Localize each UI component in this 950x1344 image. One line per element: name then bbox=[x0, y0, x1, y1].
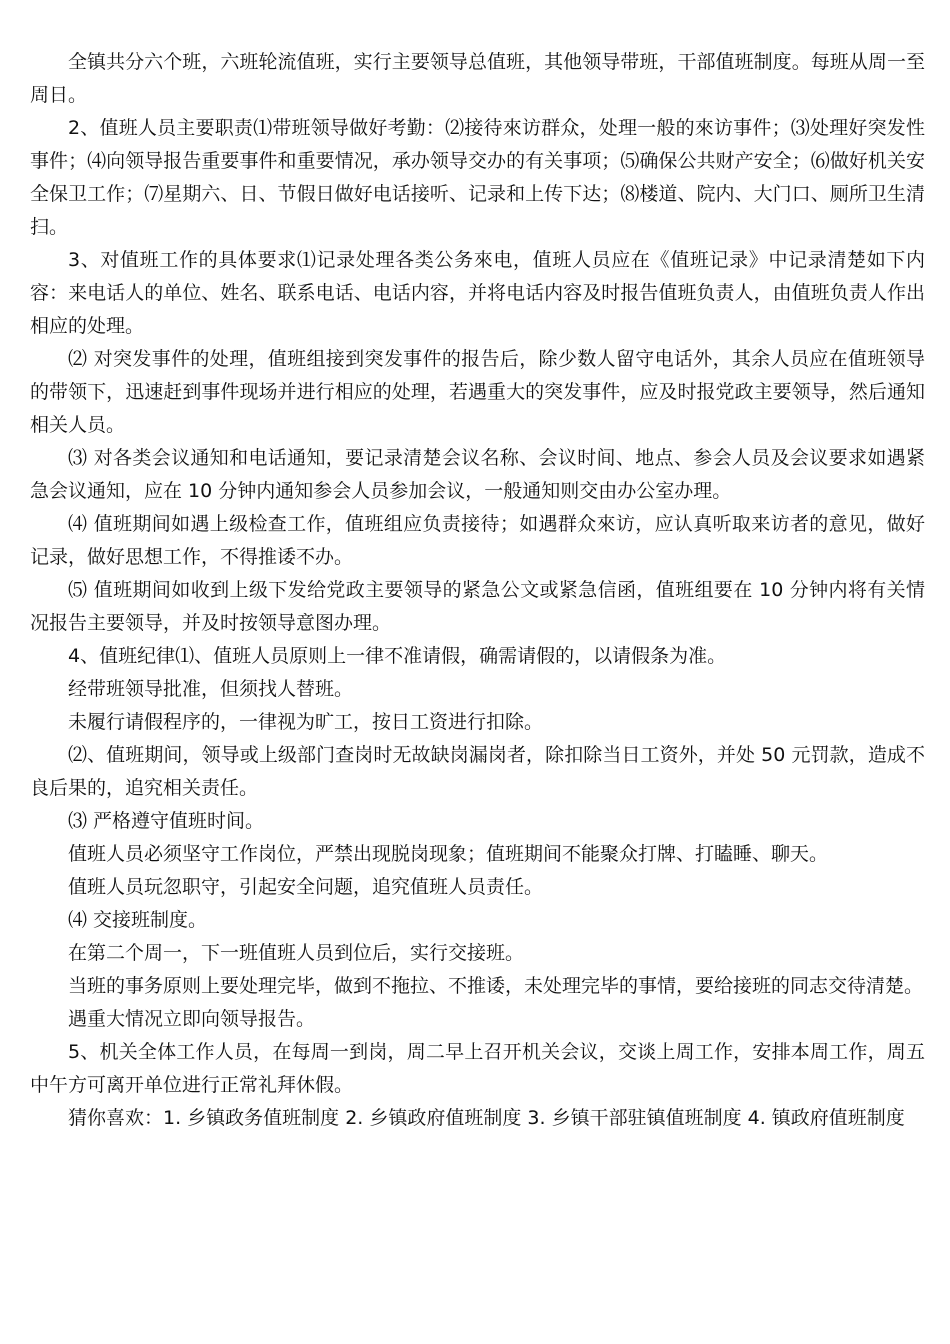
paragraph-12: ⑶ 严格遵守值班时间。 bbox=[68, 810, 265, 832]
paragraph-7: ⑸ 值班期间如收到上级下发给党政主要领导的紧急公文或紧急信函，值班组要在 10 分钟内将有关情况报告主要领导，并及时按领导意图办理。 bbox=[30, 579, 925, 634]
paragraph-15: ⑷ 交接班制度。 bbox=[68, 909, 208, 931]
paragraph-3: 3、对值班工作的具体要求⑴记录处理各类公务來电，值班人员应在《值班记录》中记录清楚如下内容：来电话人的单位、姓名、联系电话、电话内容，并将电话内容及时报告值班负责人，由值班负责人作出相应的处理。 bbox=[30, 249, 925, 337]
paragraph-6: ⑷ 值班期间如遇上级检查工作，值班组应负责接待；如遇群众來访，应认真听取来访者的意见，做好记录，做好思想工作，不得推诿不办。 bbox=[30, 513, 925, 568]
related-links: 猜你喜欢：1. 乡镇政务值班制度 2. 乡镇政府值班制度 3. 乡镇干部驻镇值班制度 4. 镇政府值班制度 bbox=[68, 1107, 905, 1129]
paragraph-17: 当班的事务原则上要处理完毕，做到不拖拉、不推诿，未处理完毕的事情，要给接班的同志交待清楚。 bbox=[68, 975, 924, 997]
paragraph-9: 经带班领导批准，但须找人替班。 bbox=[68, 678, 354, 700]
paragraph-16: 在第二个周一，下一班值班人员到位后，实行交接班。 bbox=[68, 942, 525, 964]
paragraph-19: 5、机关全体工作人员，在每周一到岗，周二早上召开机关会议，交谈上周工作，安排本周工作，周五中午方可离开单位进行正常礼拜休假。 bbox=[30, 1041, 925, 1096]
paragraph-1: 全镇共分六个班，六班轮流值班，实行主要领导总值班，其他领导带班，干部值班制度。每班从周一至周日。 bbox=[30, 51, 925, 106]
paragraph-2: 2、值班人员主要职责⑴带班领导做好考勤：⑵接待來访群众，处理一般的來访事件；⑶处理好突发性事件；⑷向领导报告重要事件和重要情况，承办领导交办的有关事项；⑸确保公共财产安全；⑹做好机关安全保卫工作；⑺星期六、日、节假日做好电话接听、记录和上传下达；⑻楼道、院内、大门口、厕所卫生清扫。 bbox=[30, 117, 925, 238]
document-body bbox=[30, 46, 925, 1135]
paragraph-11: ⑵、值班期间，领导或上级部门查岗时无故缺岗漏岗者，除扣除当日工资外，并处 50 元罚款，造成不良后果的，追究相关责任。 bbox=[30, 744, 925, 799]
paragraph-10: 未履行请假程序的，一律视为旷工，按日工资进行扣除。 bbox=[68, 711, 544, 733]
paragraph-4: ⑵ 对突发事件的处理，值班组接到突发事件的报告后，除少数人留守电话外，其余人员应在值班领导的带领下，迅速赶到事件现场并进行相应的处理，若遇重大的突发事件，应及时报党政主要领导，然后通知相关人员。 bbox=[30, 348, 925, 436]
paragraph-14: 值班人员玩忽职守，引起安全问题，追究值班人员责任。 bbox=[68, 876, 544, 898]
paragraph-8: 4、值班纪律⑴、值班人员原则上一律不准请假，确需请假的，以请假条为准。 bbox=[68, 645, 727, 667]
paragraph-5: ⑶ 对各类会议通知和电话通知，要记录清楚会议名称、会议时间、地点、参会人员及会议要求如遇紧急会议通知，应在 10 分钟内通知参会人员参加会议，一般通知则交由办公室办理。 bbox=[30, 447, 925, 502]
paragraph-18: 遇重大情况立即向领导报告。 bbox=[68, 1008, 316, 1030]
paragraph-13: 值班人员必须坚守工作岗位，严禁出现脱岗现象；值班期间不能聚众打牌、打瞌睡、聊天。 bbox=[68, 843, 829, 865]
